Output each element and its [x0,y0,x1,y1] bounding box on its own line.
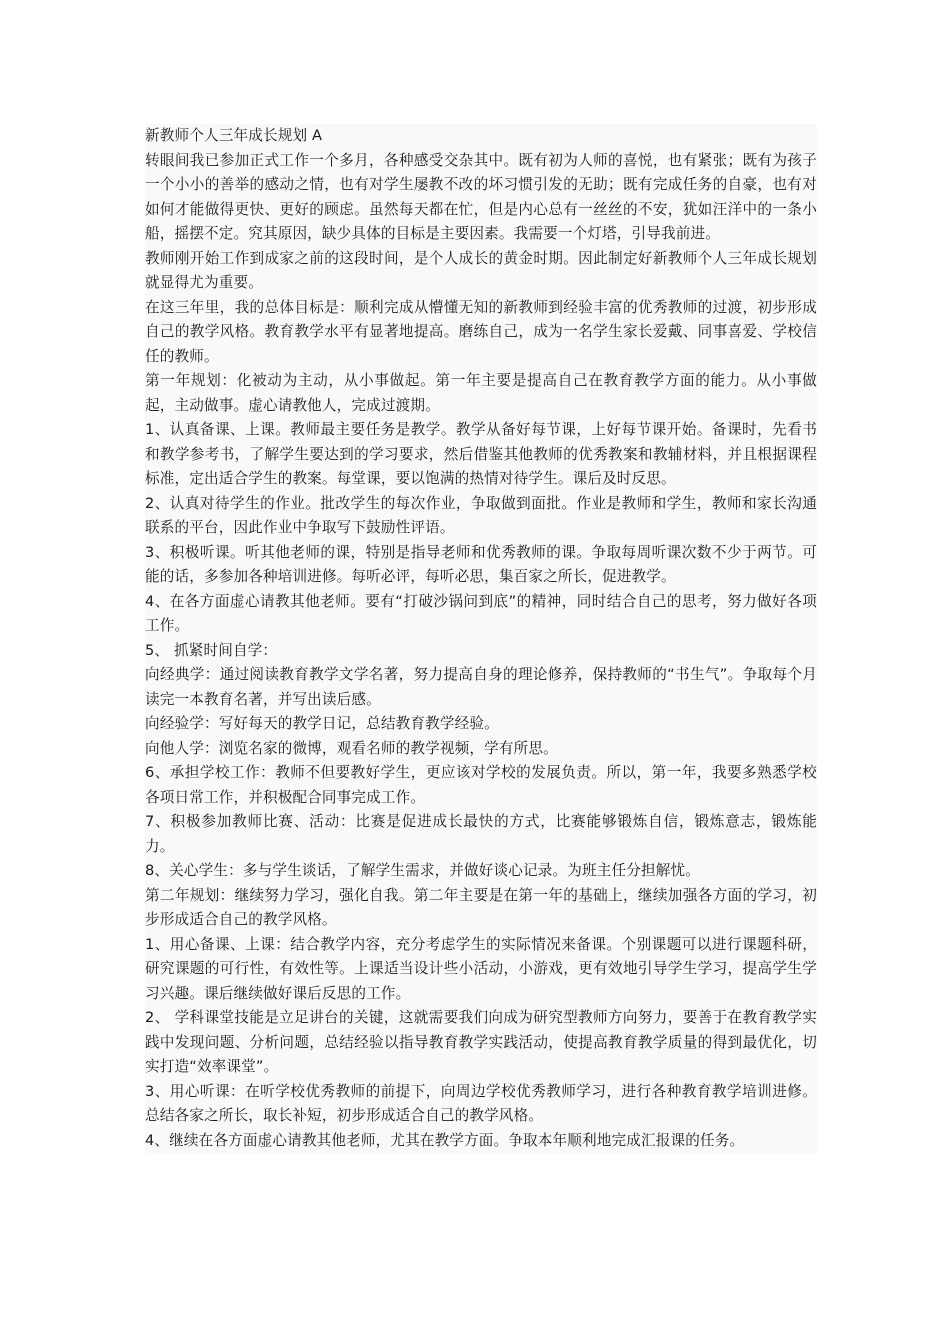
paragraph-year-one-item-5: 5、 抓紧时间自学： [145,639,817,664]
paragraph-year-two-item-3: 3、用心听课：在听学校优秀教师的前提下，向周边学校优秀教师学习，进行各种教育教学培训进修。总结各家之所长，取长补短，初步形成适合自己的教学风格。 [145,1080,817,1129]
paragraph-year-one-item-8: 8、关心学生：多与学生谈话，了解学生需求，并做好谈心记录。为班主任分担解忧。 [145,859,817,884]
paragraph-year-two-item-2: 2、 学科课堂技能是立足讲台的关键，这就需要我们向成为研究型教师方向努力，要善于在教育教学实践中发现问题、分析问题，总结经验以指导教育教学实践活动，使提高教育教学质量的得到最优化，切实打造“效率课堂”。 [145,1006,817,1080]
document-title: 新教师个人三年成长规划 A [145,124,817,149]
paragraph-year-one-item-6: 6、承担学校工作：教师不但要教好学生，更应该对学校的发展负责。所以，第一年，我要多熟悉学校各项日常工作，并积极配合同事完成工作。 [145,761,817,810]
paragraph-learn-from-others: 向他人学：浏览名家的微博，观看名师的教学视频，学有所思。 [145,737,817,762]
paragraph-learn-from-classics: 向经典学：通过阅读教育教学文学名著，努力提高自身的理论修养，保持教师的“书生气”。争取每个月读完一本教育名著，并写出读后感。 [145,663,817,712]
paragraph-intro: 转眼间我已参加正式工作一个多月，各种感受交杂其中。既有初为人师的喜悦，也有紧张；既有为孩子一个小小的善举的感动之情，也有对学生屡教不改的坏习惯引发的无助；既有完成任务的自豪，也有对如何才能做得更快、更好的顾虑。虽然每天都在忙，但是内心总有一丝丝的不安，犹如汪洋中的一条小船，摇摆不定。究其原因，缺少具体的目标是主要因素。我需要一个灯塔，引导我前进。 [145,149,817,247]
paragraph-year-one-plan: 第一年规划：化被动为主动，从小事做起。第一年主要是提高自己在教育教学方面的能力。从小事做起，主动做事。虚心请教他人，完成过渡期。 [145,369,817,418]
paragraph-learn-from-experience: 向经验学：写好每天的教学日记，总结教育教学经验。 [145,712,817,737]
paragraph-golden-period: 教师刚开始工作到成家之前的这段时间，是个人成长的黄金时期。因此制定好新教师个人三年成长规划就显得尤为重要。 [145,247,817,296]
paragraph-year-one-item-2: 2、认真对待学生的作业。批改学生的每次作业，争取做到面批。作业是教师和学生，教师和家长沟通联系的平台，因此作业中争取写下鼓励性评语。 [145,492,817,541]
paragraph-year-two-item-4: 4、继续在各方面虚心请教其他老师，尤其在教学方面。争取本年顺利地完成汇报课的任务。 [145,1129,817,1154]
paragraph-year-two-plan: 第二年规划：继续努力学习，强化自我。第二年主要是在第一年的基础上，继续加强各方面的学习，初步形成适合自己的教学风格。 [145,884,817,933]
paragraph-overall-goal: 在这三年里，我的总体目标是：顺利完成从懵懂无知的新教师到经验丰富的优秀教师的过渡，初步形成自己的教学风格。教育教学水平有显著地提高。磨练自己，成为一名学生家长爱戴、同事喜爱、学校信任的教师。 [145,296,817,370]
document-body [145,124,817,1153]
paragraph-year-one-item-1: 1、认真备课、上课。教师最主要任务是教学。教学从备好每节课，上好每节课开始。备课时，先看书和教学参考书，了解学生要达到的学习要求，然后借鉴其他教师的优秀教案和教辅材料，并且根据课程标准，定出适合学生的教案。每堂课，要以饱满的热情对待学生。课后及时反思。 [145,418,817,492]
paragraph-year-one-item-3: 3、积极听课。听其他老师的课，特别是指导老师和优秀教师的课。争取每周听课次数不少于两节。可能的话，多参加各种培训进修。每听必评，每听必思，集百家之所长，促进教学。 [145,541,817,590]
paragraph-year-one-item-4: 4、在各方面虚心请教其他老师。要有“打破沙锅问到底”的精神，同时结合自己的思考，努力做好各项工作。 [145,590,817,639]
paragraph-year-one-item-7: 7、积极参加教师比赛、活动：比赛是促进成长最快的方式，比赛能够锻炼自信，锻炼意志，锻炼能力。 [145,810,817,859]
paragraph-year-two-item-1: 1、用心备课、上课：结合教学内容，充分考虑学生的实际情况来备课。个别课题可以进行课题科研，研究课题的可行性，有效性等。上课适当设计些小活动，小游戏，更有效地引导学生学习，提高学生学习兴趣。课后继续做好课后反思的工作。 [145,933,817,1007]
